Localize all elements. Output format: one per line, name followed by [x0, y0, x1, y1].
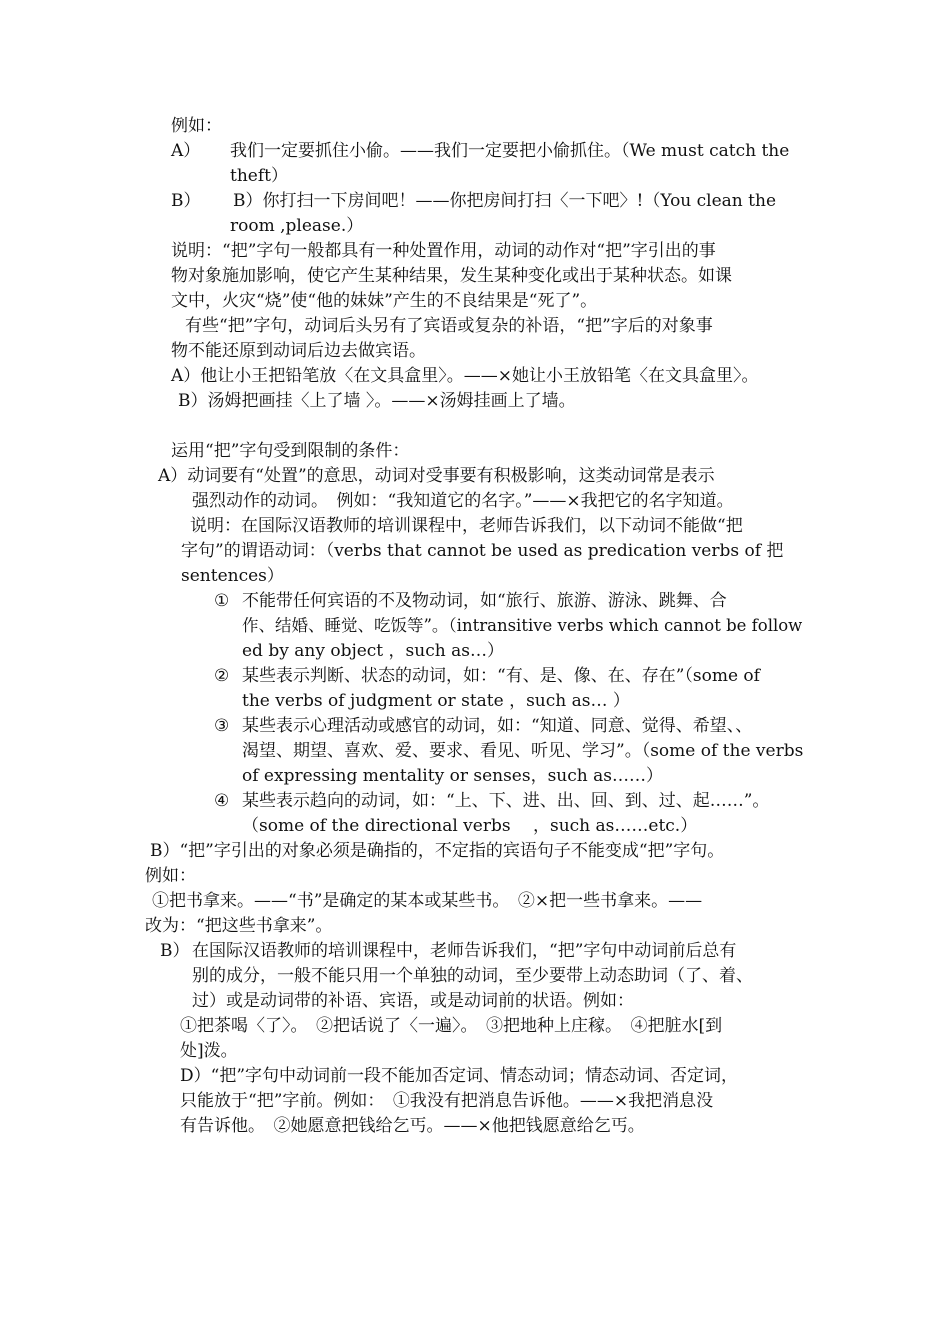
- text-line: ed by any object ，such as…）: [242, 641, 504, 661]
- text-line: 某些表示判断、状态的动词，如：“有、是、像、在、存在”（some of: [242, 666, 760, 686]
- list-label: ②: [214, 666, 230, 686]
- list-label: ④: [214, 791, 230, 811]
- text-line: 物对象施加影响，使它产生某种结果，发生某种变化或出于某种状态。如课: [171, 266, 732, 286]
- text-line: A）动词要有“处置”的意思，动词对受事要有积极影响，这类动词常是表示: [158, 466, 715, 486]
- text-line: 说明：“把”字句一般都具有一种处置作用，动词的动作对“把”字引出的事: [171, 241, 716, 261]
- text-line: A）他让小王把铅笔放〈在文具盒里〉。——×她让小王放铅笔〈在文具盒里〉。: [171, 366, 759, 386]
- list-label: A）: [171, 141, 201, 161]
- text-line: 说明：在国际汉语教师的培训课程中，老师告诉我们，以下动词不能做“把: [190, 516, 743, 536]
- text-line: the verbs of judgment or state ，such as… ）: [242, 691, 630, 711]
- text-line: 有告诉他。 ②她愿意把钱给乞丐。——×他把钱愿意给乞丐。: [180, 1116, 645, 1136]
- text-line: 强烈动作的动词。 例如：“我知道它的名字。”——×我把它的名字知道。: [192, 491, 734, 511]
- text-line: 文中，火灾“烧”使“他的妹妹”产生的不良结果是“死了”。: [171, 291, 598, 311]
- text-line: 不能带任何宾语的不及物动词，如“旅行、旅游、游泳、跳舞、合: [242, 591, 727, 611]
- list-label: ③: [214, 716, 230, 736]
- text-line: 只能放于“把”字前。例如： ①我没有把消息告诉他。——×我把消息没: [180, 1091, 714, 1111]
- text-line: 处]泼。: [180, 1041, 238, 1061]
- text-line: ①把书拿来。——“书”是确定的某本或某些书。 ②×把一些书拿来。——: [152, 891, 703, 911]
- text-line: B）汤姆把画挂〈上了墙 〉。——×汤姆挂画上了墙。: [178, 391, 576, 411]
- text-line: 物不能还原到动词后边去做宾语。: [171, 341, 426, 361]
- section-heading: 运用“把”字句受到限制的条件：: [171, 441, 410, 461]
- text-line: 渴望、期望、喜欢、爱、要求、看见、听见、学习”。（some of the verbs: [242, 741, 804, 761]
- text-line: room ,please.）: [230, 216, 364, 236]
- text-line: 例如：: [171, 116, 222, 136]
- text-line: 过）或是动词带的补语、宾语，或是动词前的状语。例如：: [192, 991, 634, 1011]
- list-label: B）: [171, 191, 201, 211]
- text-line: 有些“把”字句，动词后头另有了宾语或复杂的补语，“把”字后的对象事: [185, 316, 713, 336]
- text-line: 字句”的谓语动词：（verbs that cannot be used as predication verbs of 把: [181, 541, 784, 561]
- text-line: theft）: [230, 166, 288, 186]
- text-line: D）“把”字句中动词前一段不能加否定词、情态动词；情态动词、否定词，: [180, 1066, 739, 1086]
- text-line: 在国际汉语教师的培训课程中，老师告诉我们，“把”字句中动词前后总有: [192, 941, 737, 961]
- text-line: 作、结婚、睡觉、吃饭等”。（intransitive verbs which cannot be follow: [242, 616, 803, 635]
- text-line: 某些表示心理活动或感官的动词，如：“知道、同意、觉得、希望、、: [242, 716, 753, 736]
- list-label: ①: [214, 591, 230, 611]
- text-line: 某些表示趋向的动词，如：“上、下、进、出、回、到、过、起……”。: [242, 791, 770, 811]
- text-line: （some of the directional verbs ，such as……etc.）: [242, 816, 698, 836]
- text-line: of expressing mentality or senses，such as……）: [242, 766, 663, 786]
- text-line: 别的成分，一般不能只用一个单独的动词，至少要带上动态助词（了、着、: [192, 966, 753, 986]
- text-line: B）你打扫一下房间吧！——你把房间打扫〈一下吧〉!（You clean the: [233, 191, 777, 211]
- text-line: B）“把”字引出的对象必须是确指的，不定指的宾语句子不能变成“把”字句。: [150, 841, 725, 861]
- text-line: 改为：“把这些书拿来”。: [145, 916, 333, 936]
- text-line: 我们一定要抓住小偷。——我们一定要把小偷抓住。（We must catch the: [230, 141, 790, 161]
- text-line: 例如：: [145, 866, 196, 886]
- text-line: ①把茶喝〈了〉。 ②把话说了〈一遍〉。 ③把地种上庄稼。 ④把脏水[到: [180, 1016, 723, 1036]
- text-line: sentences）: [181, 566, 284, 586]
- list-label: B）: [160, 941, 190, 961]
